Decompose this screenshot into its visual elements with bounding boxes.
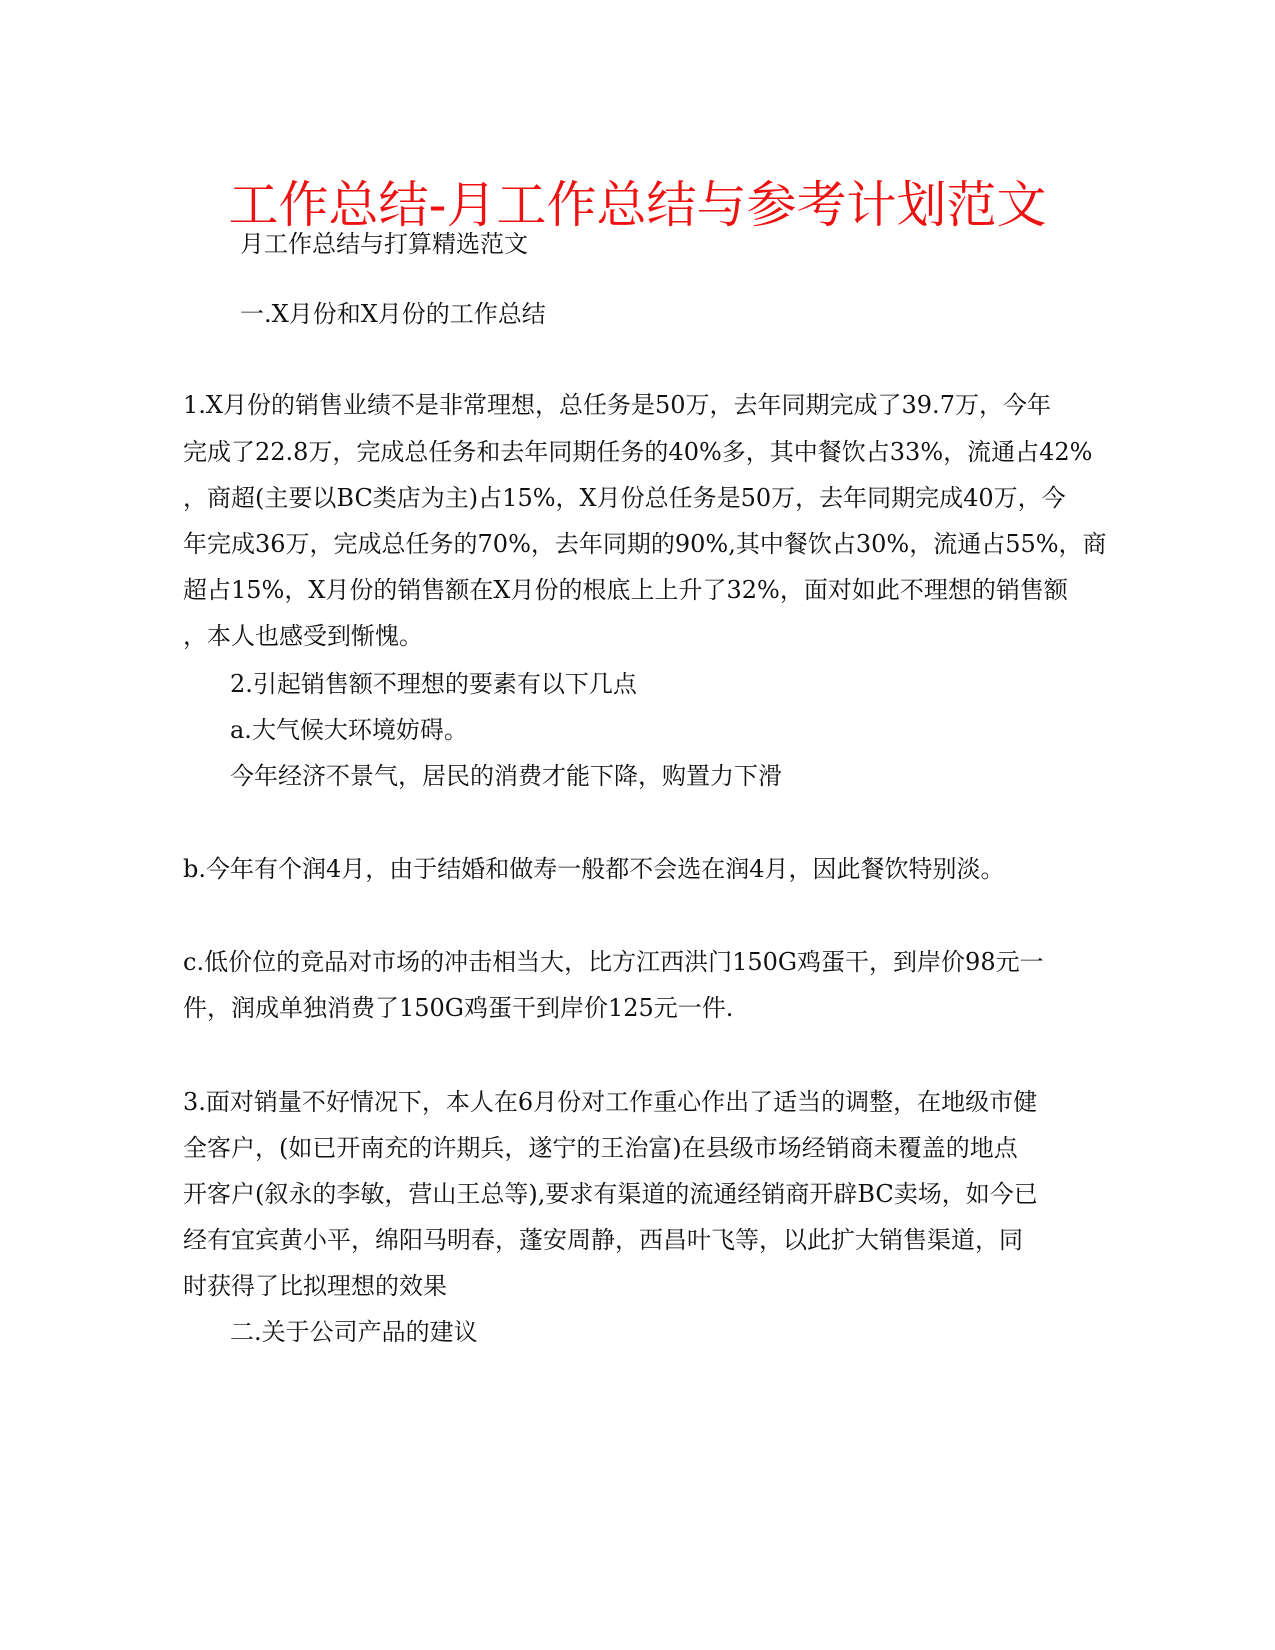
paragraph-line: 今年经济不景气，居民的消费才能下降，购置力下滑	[230, 762, 782, 790]
paragraph-line: 年完成36万，完成总任务的70%，去年同期的90%,其中餐饮占30%，流通占55%，商	[183, 530, 1107, 558]
paragraph-line: ，本人也感受到惭愧。	[183, 622, 423, 650]
paragraph-line: 超占15%，X月份的销售额在X月份的根底上上升了32%，面对如此不理想的销售额	[183, 576, 1068, 604]
paragraph-line: ，商超(主要以BC类店为主)占15%，X月份总任务是50万，去年同期完成40万，今	[183, 484, 1066, 512]
paragraph-line: 经有宜宾黄小平，绵阳马明春，蓬安周静，西昌叶飞等，以此扩大销售渠道，同	[183, 1226, 1023, 1254]
section-heading-2: 二.关于公司产品的建议	[230, 1318, 478, 1346]
section-heading-1: 一.X月份和X月份的工作总结	[240, 300, 546, 328]
document-title: 工作总结-月工作总结与参考计划范文	[228, 176, 1047, 234]
paragraph-line: 件，润成单独消费了150G鸡蛋干到岸价125元一件.	[183, 994, 734, 1022]
paragraph-line: 2.引起销售额不理想的要素有以下几点	[230, 670, 637, 698]
paragraph-line: c.低价位的竞品对市场的冲击相当大，比方江西洪门150G鸡蛋干，到岸价98元一	[183, 948, 1044, 976]
paragraph-line: 3.面对销量不好情况下，本人在6月份对工作重心作出了适当的调整，在地级市健	[183, 1088, 1038, 1116]
paragraph-line: a.大气候大环境妨碍。	[230, 716, 468, 744]
paragraph-line: 开客户(叙永的李敏，营山王总等),要求有渠道的流通经销商开辟BC卖场，如今已	[183, 1180, 1038, 1208]
paragraph-subtitle: 月工作总结与打算精选范文	[240, 230, 528, 258]
paragraph-line: 完成了22.8万，完成总任务和去年同期任务的40%多，其中餐饮占33%，流通占42%	[183, 438, 1093, 466]
paragraph-line: 1.X月份的销售业绩不是非常理想，总任务是50万，去年同期完成了39.7万，今年	[183, 391, 1051, 419]
paragraph-line: 时获得了比拟理想的效果	[183, 1272, 447, 1300]
paragraph-line: 全客户，(如已开南充的许期兵，遂宁的王治富)在县级市场经销商未覆盖的地点	[183, 1134, 1018, 1162]
paragraph-line: b.今年有个润4月，由于结婚和做寿一般都不会选在润4月，因此餐饮特别淡。	[183, 855, 1005, 883]
